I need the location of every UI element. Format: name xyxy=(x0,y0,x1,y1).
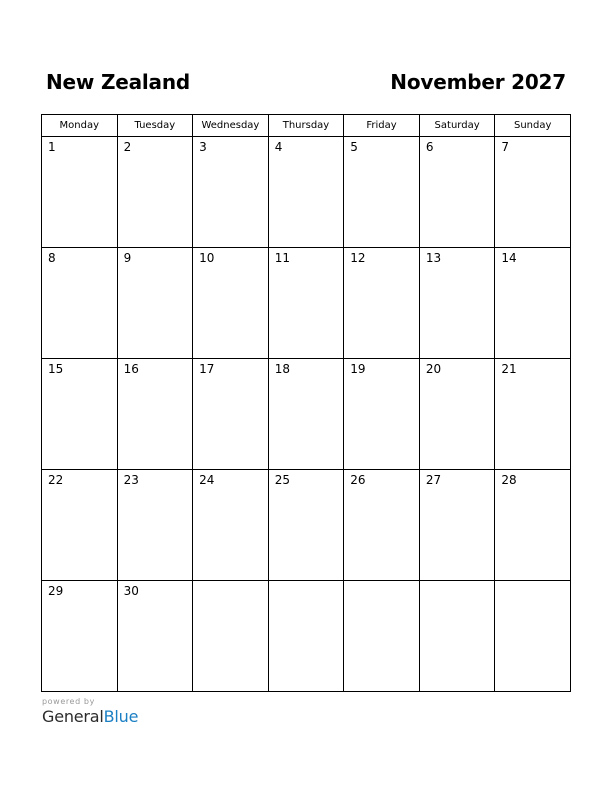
week-row-3 xyxy=(42,359,571,470)
calendar-header xyxy=(46,70,566,100)
day-cell xyxy=(344,359,420,470)
month-year-title: November 2027 xyxy=(390,70,566,94)
day-cell xyxy=(344,581,420,692)
brand-general-text: General xyxy=(42,707,104,726)
day-cell xyxy=(419,359,495,470)
day-number: 30 xyxy=(123,584,139,598)
day-number: 2 xyxy=(123,140,132,154)
day-cell xyxy=(117,137,193,248)
day-number: 18 xyxy=(274,362,290,376)
day-number: 14 xyxy=(501,251,517,265)
day-number: 5 xyxy=(350,140,358,154)
day-number xyxy=(193,581,268,584)
week-row-5 xyxy=(42,581,571,692)
day-cell xyxy=(268,470,344,581)
day-number xyxy=(269,581,344,584)
day-number: 20 xyxy=(425,362,442,376)
day-cell xyxy=(42,359,118,470)
day-number: 12 xyxy=(350,251,366,265)
day-number: 6 xyxy=(425,140,434,154)
footer-branding xyxy=(42,697,138,726)
day-cell xyxy=(42,470,118,581)
day-number xyxy=(495,581,570,584)
day-cell xyxy=(495,137,571,248)
day-cell xyxy=(344,137,420,248)
powered-by-text: powered by xyxy=(42,697,95,706)
day-number: 3 xyxy=(199,140,207,154)
day-cell xyxy=(419,248,495,359)
day-cell xyxy=(344,248,420,359)
day-cell xyxy=(344,470,420,581)
day-cell xyxy=(117,248,193,359)
day-cell xyxy=(268,581,344,692)
day-number: 13 xyxy=(425,251,442,265)
day-cell xyxy=(495,248,571,359)
day-number: 25 xyxy=(274,473,290,487)
day-cell xyxy=(495,359,571,470)
country-title: New Zealand xyxy=(46,70,191,94)
day-cell xyxy=(268,137,344,248)
day-number: 17 xyxy=(199,362,215,376)
day-cell xyxy=(419,581,495,692)
weekday-header-row xyxy=(42,115,571,137)
day-number: 7 xyxy=(501,140,510,154)
day-number: 8 xyxy=(48,251,56,265)
day-cell xyxy=(193,248,269,359)
day-number: 22 xyxy=(48,473,64,487)
day-cell xyxy=(42,581,118,692)
day-number: 16 xyxy=(123,362,139,376)
weekday-monday: Monday xyxy=(42,115,118,137)
day-number: 9 xyxy=(123,251,132,265)
day-number xyxy=(344,581,419,584)
day-cell xyxy=(495,581,571,692)
day-cell xyxy=(268,248,344,359)
day-cell xyxy=(268,359,344,470)
weekday-thursday: Thursday xyxy=(268,115,344,137)
day-number: 11 xyxy=(274,251,290,265)
weekday-friday: Friday xyxy=(344,115,420,137)
day-cell xyxy=(495,470,571,581)
day-number: 27 xyxy=(425,473,442,487)
day-cell xyxy=(117,581,193,692)
day-number: 15 xyxy=(48,362,64,376)
day-number: 19 xyxy=(350,362,366,376)
calendar-grid xyxy=(41,114,571,692)
day-number: 21 xyxy=(501,362,517,376)
day-cell xyxy=(193,470,269,581)
day-cell xyxy=(42,248,118,359)
day-cell xyxy=(419,137,495,248)
day-cell xyxy=(42,137,118,248)
weekday-wednesday: Wednesday xyxy=(193,115,269,137)
day-number: 23 xyxy=(123,473,139,487)
day-cell xyxy=(193,359,269,470)
day-number: 4 xyxy=(274,140,283,154)
day-number xyxy=(420,581,495,584)
day-number: 10 xyxy=(199,251,215,265)
day-number: 24 xyxy=(199,473,215,487)
day-number: 29 xyxy=(48,584,64,598)
weekday-saturday: Saturday xyxy=(419,115,495,137)
day-number: 28 xyxy=(501,473,517,487)
week-row-4 xyxy=(42,470,571,581)
day-cell xyxy=(117,359,193,470)
day-cell xyxy=(193,137,269,248)
day-number: 1 xyxy=(48,140,56,154)
generalblue-logo xyxy=(42,707,138,726)
brand-blue-text: Blue xyxy=(103,707,139,726)
day-cell xyxy=(193,581,269,692)
week-row-2 xyxy=(42,248,571,359)
day-cell xyxy=(117,470,193,581)
week-row-1 xyxy=(42,137,571,248)
day-cell xyxy=(419,470,495,581)
weekday-sunday: Sunday xyxy=(495,115,571,137)
day-number: 26 xyxy=(350,473,366,487)
weekday-tuesday: Tuesday xyxy=(117,115,193,137)
